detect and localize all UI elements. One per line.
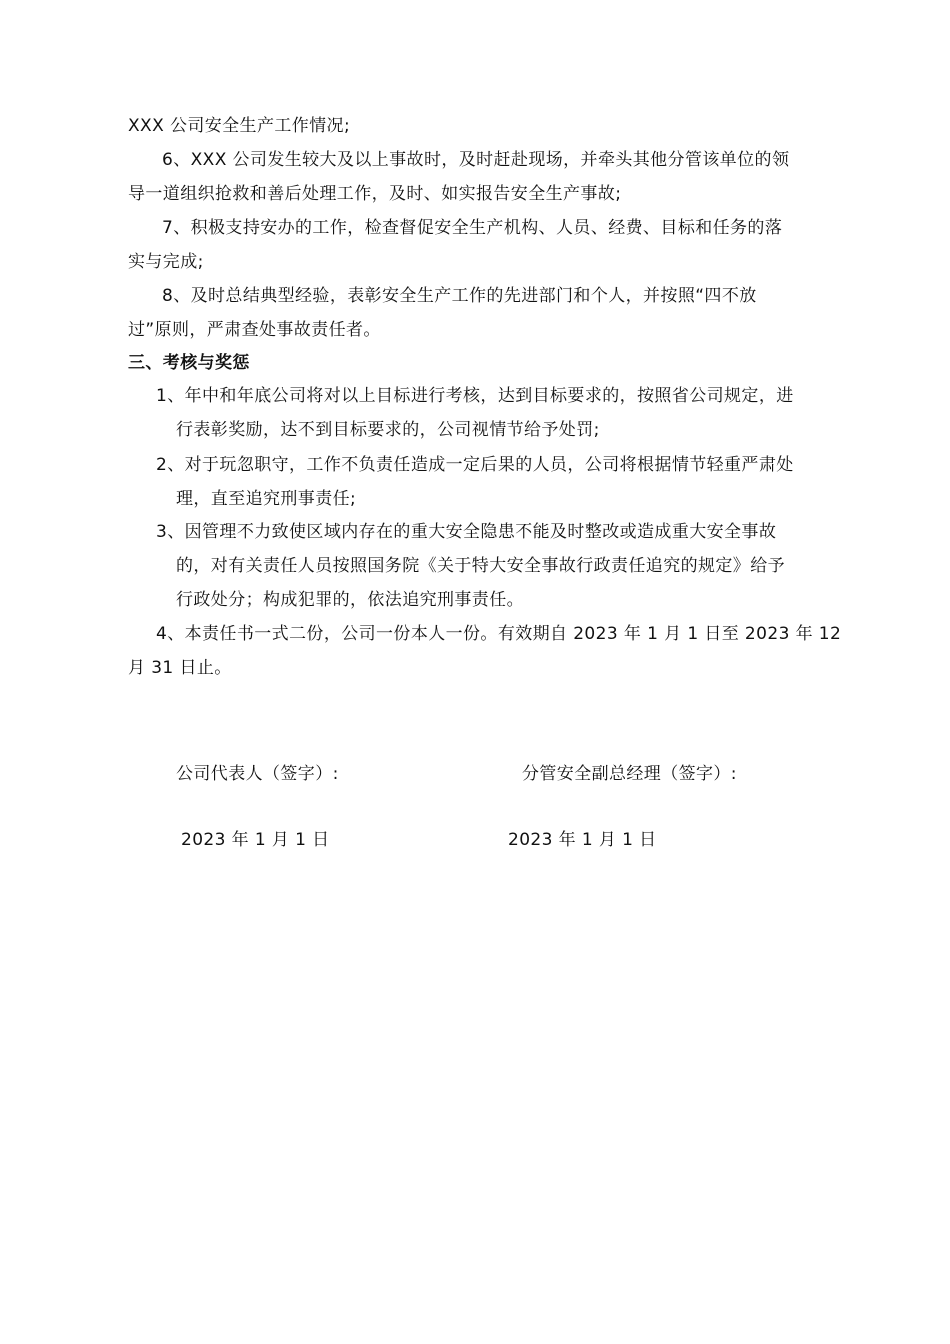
rule-3-line-1: 3、因管理不力致使区域内存在的重大安全隐患不能及时整改或造成重大安全事故 — [156, 522, 777, 542]
company-representative-signature-label: 公司代表人（签字）: — [176, 764, 339, 784]
rule-1-line-1: 1、年中和年底公司将对以上目标进行考核，达到目标要求的，按照省公司规定，进 — [156, 386, 794, 406]
section-3-heading: 三、考核与奖惩 — [128, 353, 250, 373]
rule-4-line-2: 月 31 日止。 — [128, 658, 232, 678]
company-representative-date: 2023 年 1 月 1 日 — [181, 830, 330, 850]
item-6-line-2: 导一道组织抢救和善后处理工作，及时、如实报告安全生产事故; — [128, 184, 622, 204]
item-7-line-2: 实与完成; — [128, 252, 204, 272]
item-8-line-1: 8、及时总结典型经验，表彰安全生产工作的先进部门和个人，并按照“四不放 — [162, 286, 757, 306]
continuation-line: XXX 公司安全生产工作情况; — [128, 116, 351, 136]
rule-1-line-2: 行表彰奖励，达不到目标要求的，公司视情节给予处罚; — [176, 420, 600, 440]
rule-2-line-1: 2、对于玩忽职守，工作不负责任造成一定后果的人员，公司将根据情节轻重严肃处 — [156, 455, 794, 475]
rule-2-line-2: 理，直至追究刑事责任; — [176, 489, 357, 509]
deputy-manager-signature-label: 分管安全副总经理（签字）: — [522, 764, 737, 784]
rule-3-line-2: 的，对有关责任人员按照国务院《关于特大安全事故行政责任追究的规定》给予 — [176, 556, 785, 576]
item-8-line-2: 过”原则，严肃查处事故责任者。 — [128, 320, 381, 340]
rule-3-line-3: 行政处分；构成犯罪的，依法追究刑事责任。 — [176, 590, 524, 610]
rule-4-line-1: 4、本责任书一式二份，公司一份本人一份。有效期自 2023 年 1 月 1 日至 2023 年 12 — [156, 624, 842, 644]
deputy-manager-date: 2023 年 1 月 1 日 — [508, 830, 657, 850]
item-6-line-1: 6、XXX 公司发生较大及以上事故时，及时赶赴现场，并牵头其他分管该单位的领 — [162, 150, 790, 170]
item-7-line-1: 7、积极支持安办的工作，检查督促安全生产机构、人员、经费、目标和任务的落 — [162, 218, 783, 238]
